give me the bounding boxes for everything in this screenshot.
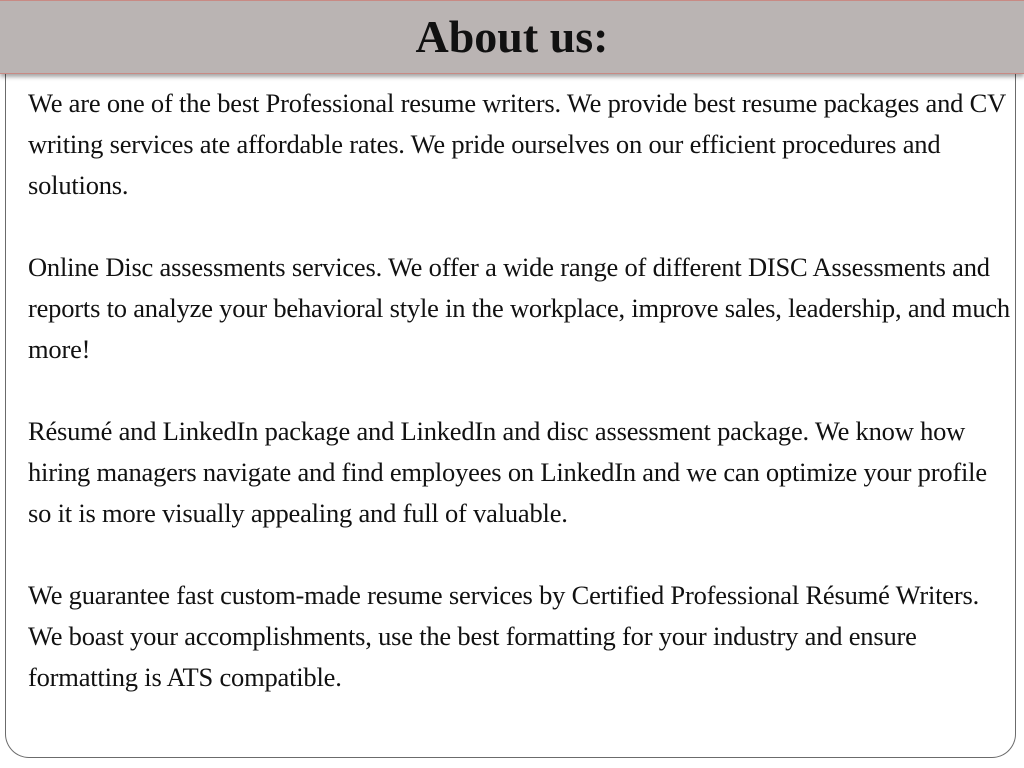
paragraph-guarantee: We guarantee fast custom-made resume services by Certified Professional Résumé Writers. We boast your accomplishments, use the best formatting for your industry and ensure formatting is ATS compatible. bbox=[28, 580, 980, 692]
paragraph-resume-writers: We are one of the best Professional resume writers. We provide best resume packages and CV writing services ate affordable rates. We pride ourselves on our efficient procedures and solutions. bbox=[28, 88, 1006, 200]
paragraph-linkedin-package: Résumé and LinkedIn package and LinkedIn and disc assessment package. We know how hiring managers navigate and find employees on LinkedIn and we can optimize your profile so it is more visually appealing and full of valuable. bbox=[28, 416, 987, 528]
title-bar bbox=[0, 0, 1024, 74]
slide-title: About us: bbox=[415, 11, 609, 62]
paragraph-disc-assessments: Online Disc assessments services. We offer a wide range of different DISC Assessments and reports to analyze your behavioral style in the workplace, improve sales, leadership, and much more! bbox=[28, 252, 1010, 364]
body-text bbox=[28, 83, 1013, 698]
